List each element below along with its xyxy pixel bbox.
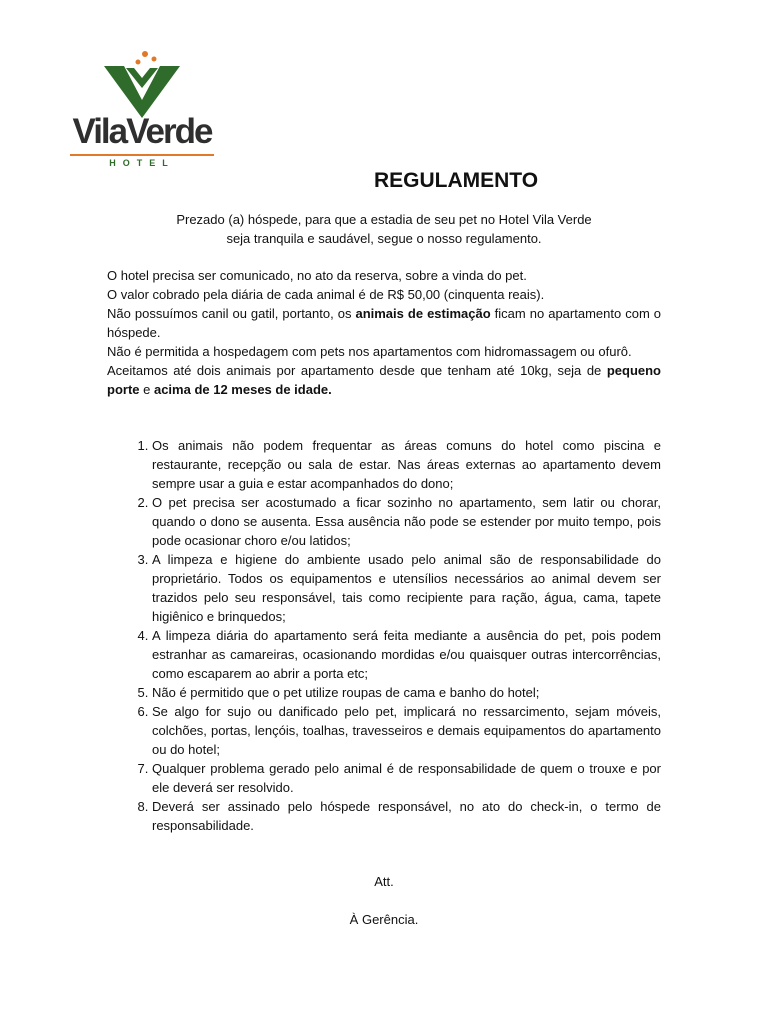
leaf-v-icon xyxy=(66,48,218,118)
logo-name: VilaVerde xyxy=(72,112,212,151)
intro-line-2: seja tranquila e saudável, segue o nosso regulamento. xyxy=(226,231,542,246)
logo-divider xyxy=(70,154,214,156)
hotel-logo xyxy=(66,48,218,176)
intro-text xyxy=(107,210,661,248)
logo-subtitle: HOTEL xyxy=(109,158,175,168)
paragraph-hydromassage: Não é permitida a hospedagem com pets nos apartamentos com hidromassagem ou ofurô. xyxy=(107,344,632,359)
list-item: 2. O pet precisa ser acostumado a ficar sozinho no apartamento, sem latir ou chorar, quando o dono se ausenta. Essa ausência não pode se estender por muito tempo, pois pode ocasionar choro e/ou latidos; xyxy=(152,493,661,550)
intro-line-1: Prezado (a) hóspede, para que a estadia de seu pet no Hotel Vila Verde xyxy=(176,212,592,227)
list-item: 6. Se algo for sujo ou danificado pelo pet, implicará no ressarcimento, sejam móveis, colchões, portas, lençóis, toalhas, travesseiros e demais equipamentos do apartamento ou do hotel; xyxy=(152,702,661,759)
closing-att: Att. xyxy=(374,874,394,889)
list-item: 5. Não é permitido que o pet utilize roupas de cama e banho do hotel; xyxy=(152,683,661,702)
paragraph-price: O valor cobrado pela diária de cada animal é de R$ 50,00 (cinquenta reais). xyxy=(107,287,545,302)
closing-signature: À Gerência. xyxy=(349,912,419,927)
page-title: REGULAMENTO xyxy=(373,169,539,192)
list-item: 3. A limpeza e higiene do ambiente usado pelo animal são de responsabilidade do proprietário. Todos os equipamentos e utensílios necessários ao animal devem ser trazidos pelo seu responsável, tais como recipiente para ração, água, cama, tapete higiênico e brinquedos; xyxy=(152,550,661,626)
rules-list xyxy=(107,436,661,835)
list-item: 1. Os animais não podem frequentar as áreas comuns do hotel como piscina e restaurante, recepção ou sala de estar. Nas áreas externas ao apartamento devem sempre usar a guia e estar acompanhados do dono; xyxy=(152,436,661,493)
list-item: 8. Deverá ser assinado pelo hóspede responsável, no ato do check-in, o termo de responsabilidade. xyxy=(152,797,661,835)
list-item: 7. Qualquer problema gerado pelo animal é de responsabilidade de quem o trouxe e por ele deverá ser resolvido. xyxy=(152,759,661,797)
paragraph-limits: Aceitamos até dois animais por apartamento desde que tenham até 10kg, seja de pequeno porte e acima de 12 meses de idade. xyxy=(107,363,661,397)
paragraph-reservation: O hotel precisa ser comunicado, no ato da reserva, sobre a vinda do pet. xyxy=(107,268,527,283)
general-paragraphs xyxy=(107,266,661,399)
list-item: 4. A limpeza diária do apartamento será feita mediante a ausência do pet, pois podem estranhar as camareiras, ocasionando mordidas e/ou quaisquer outras intercorrências, como escaparem ao abrir a porta etc; xyxy=(152,626,661,683)
paragraph-kennel: Não possuímos canil ou gatil, portanto, os animais de estimação ficam no apartamento com o hóspede. xyxy=(107,306,662,340)
